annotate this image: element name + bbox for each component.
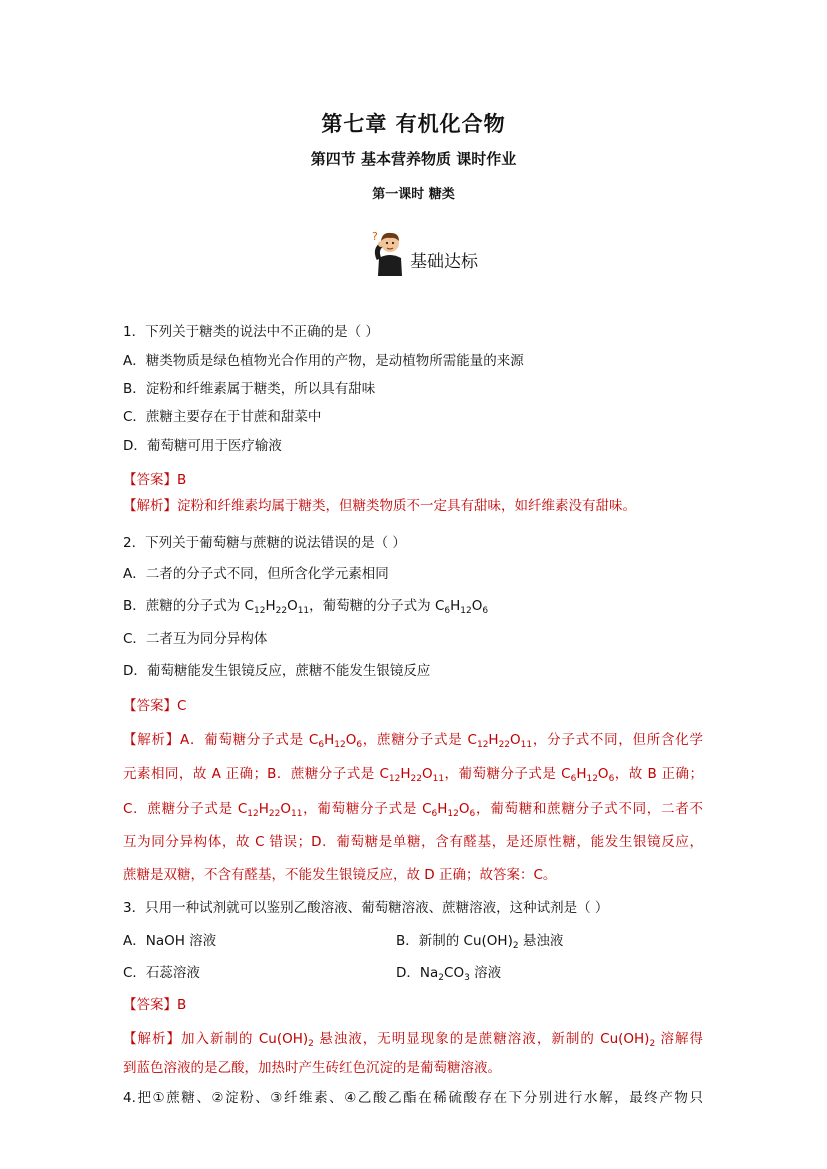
chapter-title: 第七章 有机化合物 [321, 111, 506, 136]
q1-option-c: C．蔗糖主要存在于甘蔗和甜菜中 [123, 409, 322, 425]
q2-analysis-line2: 元素相同，故 A 正确；B．蔗糖分子式是 $C_{12}H_{22}O_{11}$，葡萄糖分子式是 $C_6H_{12}O_6$，故 B 正确； [123, 766, 703, 784]
q3-answer: 【答案】B [123, 997, 187, 1013]
q3-analysis-line2: 到蓝色溶液的是乙酸，加热时产生砖红色沉淀的是葡萄糖溶液。 [123, 1060, 501, 1076]
svg-text:?: ? [372, 230, 378, 243]
q2-option-d: D．葡萄糖能发生银镜反应，蔗糖不能发生银镜反应 [123, 663, 431, 679]
q2-analysis-line1: 【解析】A．葡萄糖分子式是 $C_6H_{12}O_6$，蔗糖分子式是 $C_{12}H_{22}O_{11}$，分子式不同，但所含化学 [123, 732, 704, 750]
q3-stem: 3．只用一种试剂就可以鉴别乙酸溶液、葡萄糖溶液、蔗糖溶液，这种试剂是（ ） [123, 900, 609, 916]
section-label: 基础达标 [410, 252, 478, 272]
q1-option-d: D．葡萄糖可用于医疗输液 [123, 438, 282, 454]
q4-stem: 4.把①蔗糖、②淀粉、③纤维素、④乙酸乙酯在稀硫酸存在下分别进行水解，最终产物只 [123, 1090, 703, 1106]
q1-analysis [123, 497, 636, 515]
q1-option-b: B．淀粉和纤维素属于糖类，所以具有甜味 [123, 381, 376, 397]
q2-option-c: C．二者互为同分异构体 [123, 631, 268, 647]
q2-stem: 2．下列关于葡萄糖与蔗糖的说法错误的是（ ） [123, 535, 406, 551]
analysis-text: 淀粉和纤维素均属于糖类，但糖类物质不一定具有甜味，如纤维素没有甜味。 [177, 498, 636, 514]
q2-analysis-line5: 蔗糖是双糖，不含有醛基，不能发生银镜反应，故 D 正确；故答案：C。 [123, 867, 557, 883]
q3-option-a: A．NaOH 溶液 [123, 933, 217, 949]
q2-analysis-line4: 互为同分异构体，故 C 错误；D．葡萄糖是单糖，含有醛基，是还原性糖，能发生银镜反应， [123, 834, 703, 850]
section-title: 第四节 基本营养物质 课时作业 [310, 150, 517, 168]
answer-value: B [177, 472, 187, 488]
thinking-boy-icon [370, 228, 408, 276]
section-heading [370, 226, 478, 276]
q2-answer: 【答案】C [123, 698, 187, 714]
analysis-tag: 【解析】 [123, 498, 177, 514]
q2-analysis-line3: C．蔗糖分子式是 $C_{12}H_{22}O_{11}$，葡萄糖分子式是 $C_6H_{12}O_6$，葡萄糖和蔗糖分子式不同，二者不 [123, 801, 704, 819]
q1-stem: 1．下列关于糖类的说法中不正确的是（ ） [123, 324, 379, 340]
q1-answer [123, 471, 186, 489]
q2-option-a: A．二者的分子式不同，但所含化学元素相同 [123, 566, 389, 582]
q2-option-b: B．蔗糖的分子式为 $C_{12}H_{22}O_{11}$，葡萄糖的分子式为 $C_6H_{12}O_6$ [123, 598, 489, 616]
q3-option-b: B．新制的 $Cu(OH)_2$ 悬浊液 [396, 933, 564, 951]
q3-option-c: C．石蕊溶液 [123, 965, 200, 981]
q1-option-a: A．糖类物质是绿色植物光合作用的产物，是动植物所需能量的来源 [123, 353, 524, 369]
q3-option-d: D．$Na_2CO_3$ 溶液 [396, 965, 502, 983]
answer-tag: 【答案】 [123, 472, 177, 488]
lesson-title: 第一课时 糖类 [372, 187, 455, 202]
q3-analysis-line1: 【解析】加入新制的 $Cu(OH)_2$ 悬浊液，无明显现象的是蔗糖溶液，新制的 $Cu(OH)_2$ 溶解得 [123, 1031, 703, 1049]
